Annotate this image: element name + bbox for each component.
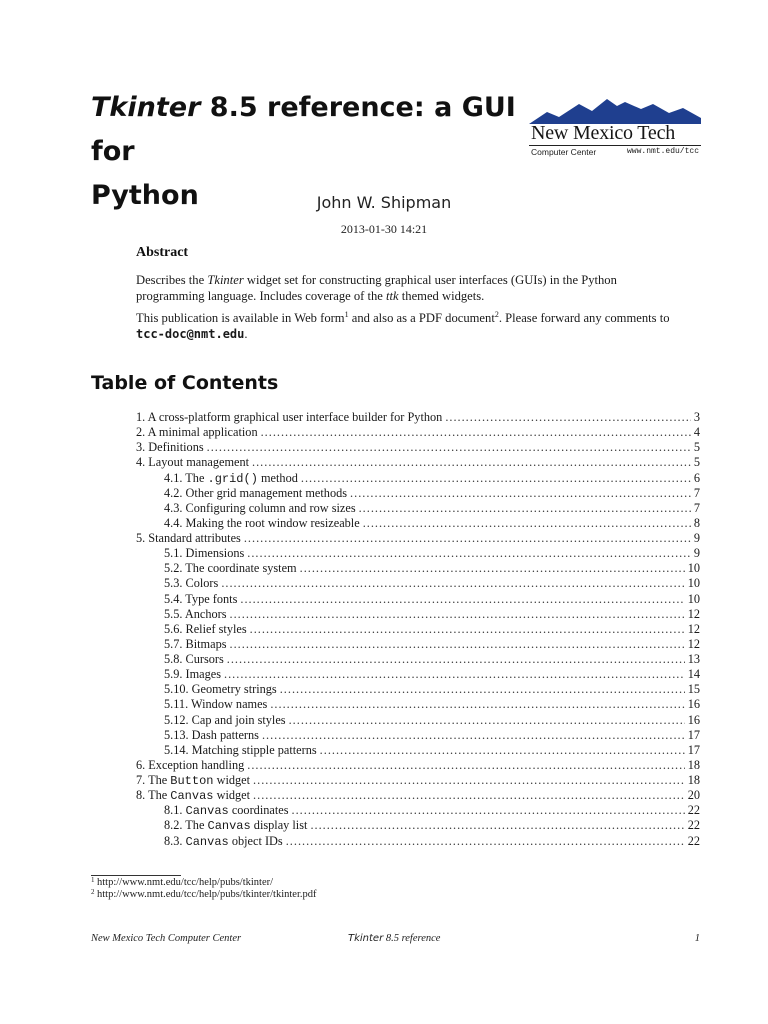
toc-entry[interactable]	[136, 682, 700, 697]
footnote-divider	[91, 875, 181, 876]
toc-entry-title: 4.1. The .grid() method	[164, 470, 298, 486]
toc-entry-title: 6. Exception handling	[136, 757, 245, 772]
toc-dot-leader	[247, 758, 684, 773]
abstract-heading: Abstract	[136, 245, 189, 260]
toc-entry-title: 7. The Button widget	[136, 773, 251, 788]
toc-page-number: 10	[687, 591, 700, 606]
toc-entry[interactable]	[136, 561, 700, 576]
toc-dot-leader	[253, 788, 685, 803]
toc-dot-leader	[224, 667, 685, 682]
toc-page-number: 3	[693, 410, 700, 424]
footnote-ref-2[interactable]: 2	[494, 309, 499, 319]
toc-page-number: 13	[687, 652, 700, 666]
toc-dot-leader	[240, 592, 684, 607]
footnote: 2 http://www.nmt.edu/tcc/help/pubs/tkinter/tkinter.pdf	[91, 888, 317, 900]
toc-entry-title: 5.1. Dimensions	[164, 546, 245, 561]
toc-dot-leader	[244, 531, 691, 546]
toc-page-number: 22	[687, 803, 700, 818]
toc-entry-title: 4.3. Configuring column and row sizes	[164, 500, 356, 515]
toc-dot-leader	[292, 803, 685, 818]
toc-entry-title: 8.1. Canvas coordinates	[164, 803, 289, 819]
toc-page-number: 7	[693, 485, 700, 500]
footnote-url[interactable]: http://www.nmt.edu/tcc/help/pubs/tkinter/	[97, 877, 274, 888]
toc-page-number: 16	[687, 697, 700, 712]
email-link[interactable]: tcc-doc@nmt.edu	[136, 327, 245, 341]
toc-dot-leader	[363, 516, 691, 531]
title-italic-word: Tkinter	[91, 92, 201, 123]
toc-page-number: 20	[687, 788, 700, 803]
toc-entry[interactable]	[136, 455, 700, 470]
toc-entry[interactable]	[136, 486, 700, 501]
toc-entry-title: 8. The Canvas widget	[136, 788, 251, 804]
toc-page-number: 10	[687, 561, 700, 576]
footnote: 1 http://www.nmt.edu/tcc/help/pubs/tkinter/	[91, 876, 274, 888]
toc-page-number: 17	[687, 727, 700, 742]
logo-url: www.nmt.edu/tcc	[626, 147, 699, 156]
toc-page-number: 10	[687, 576, 700, 591]
abstract-body	[136, 272, 676, 348]
toc-entry[interactable]	[136, 637, 700, 652]
toc-page-number: 9	[693, 546, 700, 561]
toc-entry-title: 5.5. Anchors	[164, 606, 227, 621]
author-name: John W. Shipman	[316, 193, 452, 212]
toc-page-number: 15	[687, 682, 700, 697]
toc-entry[interactable]	[136, 713, 700, 728]
toc-entry[interactable]	[136, 440, 700, 455]
toc-entry-title: 4. Layout management	[136, 455, 250, 470]
toc-page-number: 18	[687, 757, 700, 772]
toc-entry[interactable]	[136, 697, 700, 712]
toc-entry[interactable]	[136, 743, 700, 758]
toc-entry[interactable]	[136, 667, 700, 682]
toc-dot-leader	[320, 743, 685, 758]
toc-dot-leader	[221, 576, 684, 591]
toc-entry[interactable]	[136, 834, 700, 849]
toc-page-number: 12	[687, 636, 700, 651]
footnotes	[91, 877, 317, 901]
footer-org: New Mexico Tech Computer Center	[91, 933, 242, 944]
toc-entry-title: 1. A cross-platform graphical user interface builder for Python	[136, 410, 443, 424]
toc-entry-title: 8.3. Canvas object IDs	[164, 833, 283, 849]
toc-entry[interactable]	[136, 803, 700, 818]
toc-entry-title: 5.11. Window names	[164, 697, 268, 712]
table-of-contents	[136, 410, 700, 849]
toc-entry-title: 5.2. The coordinate system	[164, 561, 297, 576]
toc-page-number: 7	[693, 500, 700, 515]
toc-entry-title: 5.3. Colors	[164, 576, 219, 591]
toc-dot-leader	[280, 682, 685, 697]
toc-dot-leader	[286, 834, 685, 849]
toc-dot-leader	[300, 561, 685, 576]
toc-entry-title: 8.2. The Canvas display list	[164, 818, 308, 834]
toc-dot-leader	[227, 652, 685, 667]
toc-dot-leader	[359, 501, 691, 516]
toc-entry-title: 5.14. Matching stipple patterns	[164, 742, 317, 757]
toc-dot-leader	[207, 440, 691, 455]
toc-entry[interactable]	[136, 425, 700, 440]
toc-dot-leader	[250, 622, 685, 637]
toc-heading: Table of Contents	[91, 372, 279, 394]
footer-page-number: 1	[694, 933, 700, 944]
toc-entry-title: 5.13. Dash patterns	[164, 727, 259, 742]
toc-dot-leader	[445, 410, 691, 425]
toc-page-number: 5	[693, 440, 700, 455]
toc-page-number: 16	[687, 712, 700, 727]
toc-page-number: 5	[693, 455, 700, 470]
toc-entry-title: 5.6. Relief styles	[164, 621, 247, 636]
toc-entry-title: 4.4. Making the root window resizeable	[164, 515, 360, 530]
toc-entry[interactable]	[136, 546, 700, 561]
toc-page-number: 8	[693, 515, 700, 530]
toc-page-number: 4	[693, 425, 700, 440]
toc-entry[interactable]	[136, 818, 700, 833]
toc-entry-title: 2. A minimal application	[136, 425, 258, 440]
toc-dot-leader	[230, 607, 685, 622]
toc-entry-title: 5.12. Cap and join styles	[164, 712, 286, 727]
toc-dot-leader	[270, 697, 684, 712]
toc-page-number: 18	[687, 773, 700, 787]
toc-page-number: 6	[693, 470, 700, 485]
title-line2: Python	[91, 180, 199, 211]
nmt-logo	[529, 96, 701, 158]
toc-page-number: 17	[687, 742, 700, 757]
toc-dot-leader	[301, 471, 691, 486]
toc-entry[interactable]	[136, 788, 700, 803]
toc-dot-leader	[289, 713, 685, 728]
toc-dot-leader	[310, 818, 684, 833]
toc-page-number: 12	[687, 621, 700, 636]
toc-entry-title: 5.10. Geometry strings	[164, 682, 277, 697]
toc-entry-title: 5.4. Type fonts	[164, 591, 238, 606]
toc-entry[interactable]	[136, 516, 700, 531]
toc-entry[interactable]	[136, 773, 700, 788]
toc-entry[interactable]	[136, 622, 700, 637]
toc-page-number: 22	[687, 818, 700, 833]
toc-entry-title: 5. Standard attributes	[136, 531, 241, 545]
footnote-url[interactable]: http://www.nmt.edu/tcc/help/pubs/tkinter/tkinter.pdf	[97, 889, 317, 900]
toc-entry-title: 5.9. Images	[164, 667, 222, 682]
toc-entry[interactable]	[136, 410, 700, 425]
toc-entry[interactable]	[136, 728, 700, 743]
toc-entry[interactable]	[136, 576, 700, 591]
toc-entry-title: 5.7. Bitmaps	[164, 636, 227, 651]
toc-entry[interactable]	[136, 592, 700, 607]
toc-entry-title: 5.8. Cursors	[164, 652, 224, 666]
footer-doc-title: Tkinter 8.5 reference	[348, 933, 441, 944]
logo-subtitle: Computer Center	[531, 147, 597, 157]
toc-dot-leader	[350, 486, 691, 501]
toc-page-number: 12	[687, 606, 700, 621]
toc-entry[interactable]	[136, 471, 700, 486]
toc-dot-leader	[253, 773, 685, 788]
toc-entry[interactable]	[136, 607, 700, 622]
logo-name: New Mexico Tech	[531, 122, 676, 144]
toc-entry-title: 3. Definitions	[136, 440, 204, 455]
toc-dot-leader	[262, 728, 685, 743]
toc-entry-title: 4.2. Other grid management methods	[164, 485, 348, 500]
toc-entry[interactable]	[136, 531, 700, 546]
toc-entry[interactable]	[136, 501, 700, 516]
toc-dot-leader	[230, 637, 685, 652]
toc-entry[interactable]	[136, 652, 700, 667]
toc-page-number: 22	[687, 833, 700, 848]
footnote-ref-1[interactable]: 1	[344, 309, 349, 319]
toc-dot-leader	[247, 546, 691, 561]
abstract-paragraph-2: This publication is available in Web form$^1$ and also as a PDF document$^2$. Please forward any comments to tcc-doc@nmt.edu.	[136, 309, 670, 341]
toc-page-number: 14	[687, 667, 700, 682]
toc-dot-leader	[261, 425, 691, 440]
title-line1-rest: 8.5 reference: a GUI for	[91, 92, 516, 167]
publication-date: 2013-01-30 14:21	[340, 222, 428, 236]
toc-page-number: 9	[693, 531, 700, 545]
toc-dot-leader	[252, 455, 691, 470]
toc-entry[interactable]	[136, 758, 700, 773]
logo-divider	[529, 145, 701, 146]
abstract-paragraph-1: Describes the Tkinter widget set for constructing graphical user interfaces (GUIs) in the Python programming language. Includes coverage of the ttk themed widgets.	[136, 273, 617, 303]
